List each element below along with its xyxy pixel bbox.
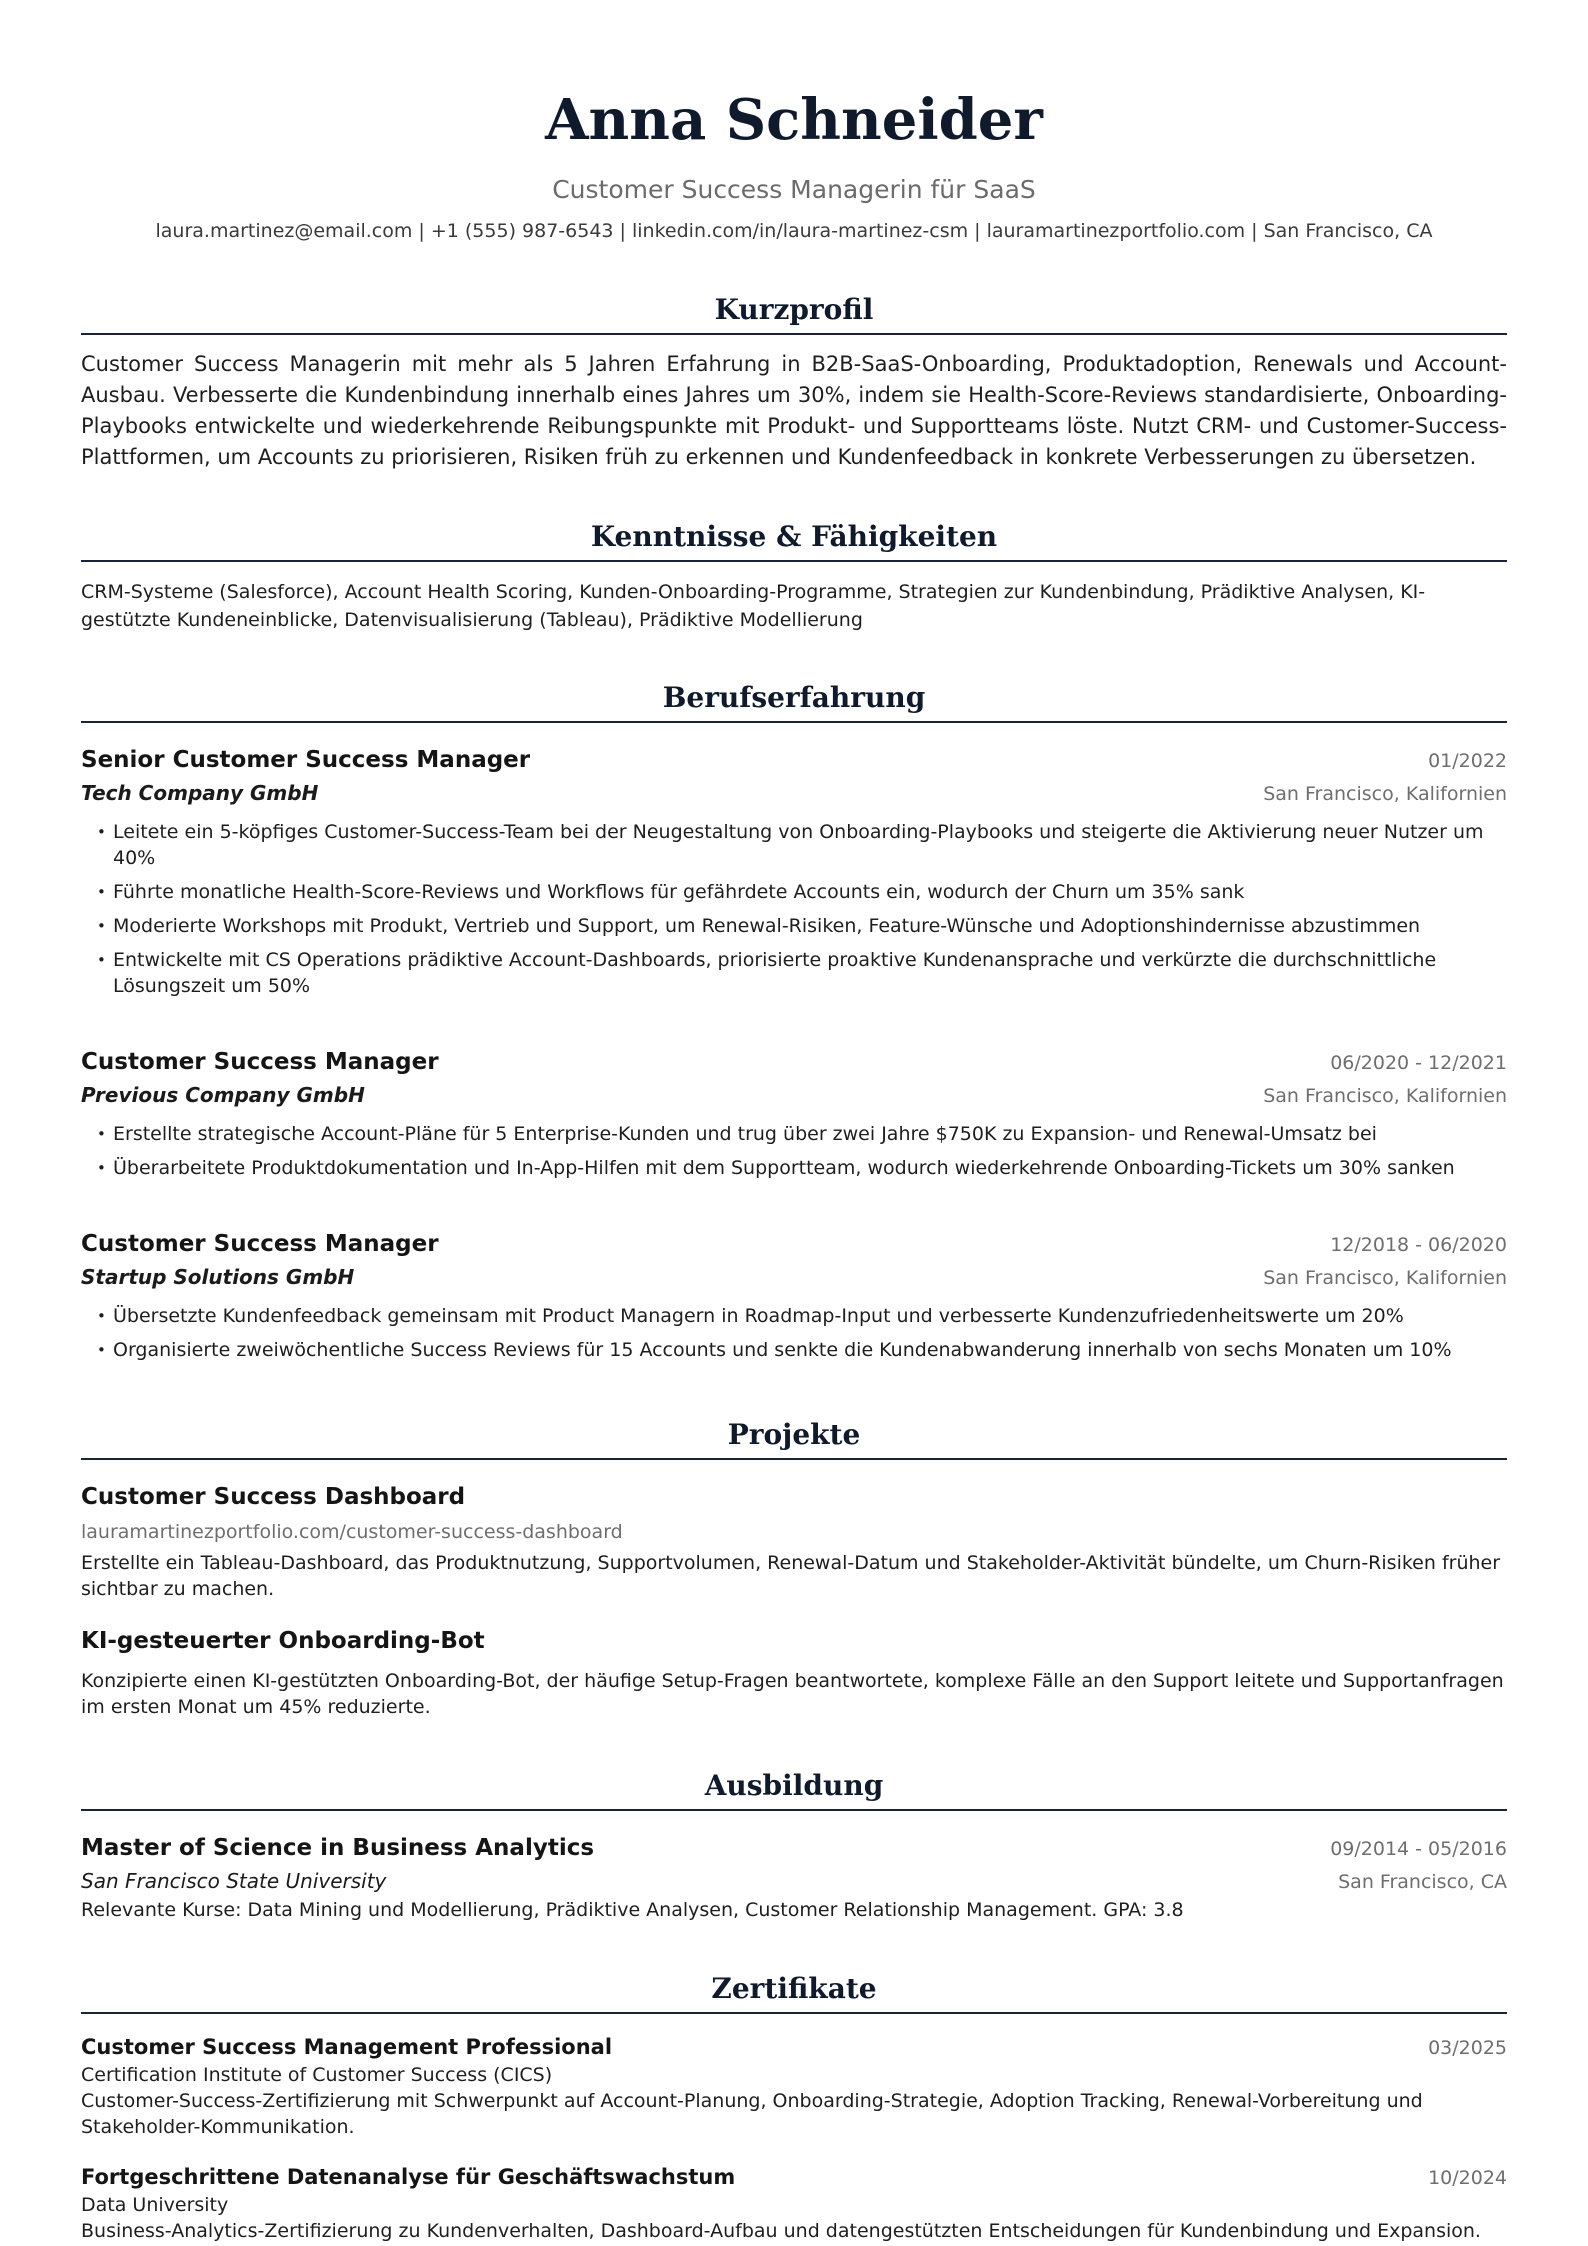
education-location: San Francisco, CA bbox=[1338, 1871, 1507, 1893]
contact-line: laura.martinez@email.com | +1 (555) 987-6543 | linkedin.com/in/laura-martinez-csm | lauramartinezportfolio.com | San Francisco, CA bbox=[155, 220, 1433, 242]
education-entry bbox=[81, 1831, 1507, 1923]
job-entry bbox=[81, 1045, 1507, 1181]
job-title: Customer Success Manager bbox=[81, 1231, 439, 1257]
section-title-experience: Berufserfahrung bbox=[81, 680, 1507, 723]
section-title-education: Ausbildung bbox=[81, 1768, 1507, 1811]
project-link[interactable]: lauramartinezportfolio.com/customer-success-dashboard bbox=[81, 1521, 623, 1543]
job-bullet: • Moderierte Workshops mit Produkt, Vertrieb und Support, um Renewal-Risiken, Feature-Wünsche und Adoptionshindernisse abzustimmen bbox=[113, 913, 1507, 939]
education-date: 09/2014 - 05/2016 bbox=[1330, 1838, 1507, 1860]
section-title-projects: Projekte bbox=[81, 1417, 1507, 1460]
summary-text: Customer Success Managerin mit mehr als 5 Jahren Erfahrung in B2B-SaaS-Onboarding, Produktadoption, Renewals und Account-Ausbau. Verbesserte die Kundenbindung innerhalb eines Jahres um 30%, indem sie Health-Score-Reviews standardisierte, Onboarding-Playbooks entwickelte und wiederkehrende Reibungspunkte mit Produkt- und Supportteams löste. Nutzt CRM- und Customer-Success-Plattformen, um Accounts zu priorisieren, Risiken früh zu erkennen und Kundenfeedback in konkrete Verbesserungen zu übersetzen. bbox=[81, 352, 1507, 469]
certificate-entry bbox=[81, 2162, 1507, 2244]
project-entry bbox=[81, 1480, 1507, 1602]
job-entry bbox=[81, 743, 1507, 999]
job-company: Startup Solutions GmbH bbox=[81, 1265, 355, 1289]
job-date: 12/2018 - 06/2020 bbox=[1330, 1234, 1507, 1256]
education-degree: Master of Science in Business Analytics bbox=[81, 1835, 595, 1861]
project-description: Konzipierte einen KI-gestützten Onboarding-Bot, der häufige Setup-Fragen beantwortete, komplexe Fälle an den Support leitete und Supportanfragen im ersten Monat um 45% reduzierte. bbox=[81, 1670, 1504, 1718]
section-title-skills: Kenntnisse & Fähigkeiten bbox=[81, 519, 1507, 562]
project-description: Erstellte ein Tableau-Dashboard, das Produktnutzung, Supportvolumen, Renewal-Datum und Stakeholder-Aktivität bündelte, um Churn-Risiken früher sichtbar zu machen. bbox=[81, 1552, 1501, 1600]
certificate-date: 10/2024 bbox=[1428, 2167, 1507, 2189]
project-title: KI-gesteuerter Onboarding-Bot bbox=[81, 1628, 485, 1654]
job-location: San Francisco, Kalifornien bbox=[1263, 1085, 1507, 1107]
certificate-issuer: Certification Institute of Customer Success (CICS) bbox=[81, 2064, 553, 2086]
projects-section bbox=[81, 1417, 1507, 1720]
job-bullets bbox=[81, 819, 1507, 999]
certificate-entry bbox=[81, 2032, 1507, 2140]
job-date: 06/2020 - 12/2021 bbox=[1330, 1052, 1507, 1074]
certificate-description: Customer-Success-Zertifizierung mit Schwerpunkt auf Account-Planung, Onboarding-Strategie, Adoption Tracking, Renewal-Vorbereitung und Stakeholder-Kommunikation. bbox=[81, 2090, 1423, 2138]
section-title-certificates: Zertifikate bbox=[81, 1971, 1507, 2014]
job-title: Customer Success Manager bbox=[81, 1049, 439, 1075]
certificate-title: Customer Success Management Professional bbox=[81, 2035, 613, 2059]
job-bullet: • Erstellte strategische Account-Pläne für 5 Enterprise-Kunden und trug über zwei Jahre $750K zu Expansion- und Renewal-Umsatz bei bbox=[113, 1121, 1507, 1147]
education-school: San Francisco State University bbox=[81, 1869, 387, 1893]
job-bullet: • Entwickelte mit CS Operations prädiktive Account-Dashboards, priorisierte proaktive Kundenansprache und verkürzte die durchschnittliche Lösungszeit um 50% bbox=[113, 947, 1507, 999]
project-title: Customer Success Dashboard bbox=[81, 1484, 466, 1510]
summary-section bbox=[81, 292, 1507, 473]
job-location: San Francisco, Kalifornien bbox=[1263, 1267, 1507, 1289]
job-company: Tech Company GmbH bbox=[81, 781, 319, 805]
certificate-title: Fortgeschrittene Datenanalyse für Geschäftswachstum bbox=[81, 2165, 736, 2189]
job-date: 01/2022 bbox=[1428, 750, 1507, 772]
job-bullet: • Überarbeitete Produktdokumentation und In-App-Hilfen mit dem Supportteam, wodurch wiederkehrende Onboarding-Tickets um 30% sanken bbox=[113, 1155, 1507, 1181]
job-bullet: • Organisierte zweiwöchentliche Success Reviews für 15 Accounts und senkte die Kundenabwanderung innerhalb von sechs Monaten um 10% bbox=[113, 1337, 1507, 1363]
project-entry bbox=[81, 1624, 1507, 1720]
job-entry bbox=[81, 1227, 1507, 1363]
job-bullets bbox=[81, 1303, 1507, 1363]
candidate-headline: Customer Success Managerin für SaaS bbox=[552, 175, 1036, 204]
job-bullets bbox=[81, 1121, 1507, 1181]
section-title-summary: Kurzprofil bbox=[81, 292, 1507, 335]
job-bullet: • Übersetzte Kundenfeedback gemeinsam mit Product Managern in Roadmap-Input und verbesserte Kundenzufriedenheitswerte um 20% bbox=[113, 1303, 1507, 1329]
skills-text: CRM-Systeme (Salesforce), Account Health Scoring, Kunden-Onboarding-Programme, Strategien zur Kundenbindung, Prädiktive Analysen, KI-gestützte Kundeneinblicke, Datenvisualisierung (Tableau), Prädiktive Modellierung bbox=[81, 581, 1426, 631]
job-title: Senior Customer Success Manager bbox=[81, 747, 531, 773]
certificate-description: Business-Analytics-Zertifizierung zu Kundenverhalten, Dashboard-Aufbau und datengestützten Entscheidungen für Kundenbindung und Expansion. bbox=[81, 2220, 1481, 2242]
job-location: San Francisco, Kalifornien bbox=[1263, 783, 1507, 805]
certificate-issuer: Data University bbox=[81, 2194, 229, 2216]
skills-section bbox=[81, 519, 1507, 634]
job-bullet: • Leitete ein 5-köpfiges Customer-Success-Team bei der Neugestaltung von Onboarding-Playbooks und steigerte die Aktivierung neuer Nutzer um 40% bbox=[113, 819, 1507, 871]
certificate-date: 03/2025 bbox=[1428, 2037, 1507, 2059]
education-section bbox=[81, 1768, 1507, 1923]
certificates-section bbox=[81, 1971, 1507, 2244]
resume-header bbox=[81, 0, 1507, 244]
job-bullet: • Führte monatliche Health-Score-Reviews und Workflows für gefährdete Accounts ein, wodurch der Churn um 35% sank bbox=[113, 879, 1507, 905]
job-company: Previous Company GmbH bbox=[81, 1083, 365, 1107]
experience-section bbox=[81, 680, 1507, 1363]
candidate-name: Anna Schneider bbox=[545, 87, 1043, 153]
education-courses: Relevante Kurse: Data Mining und Modellierung, Prädiktive Analysen, Customer Relationship Management. GPA: 3.8 bbox=[81, 1899, 1184, 1921]
